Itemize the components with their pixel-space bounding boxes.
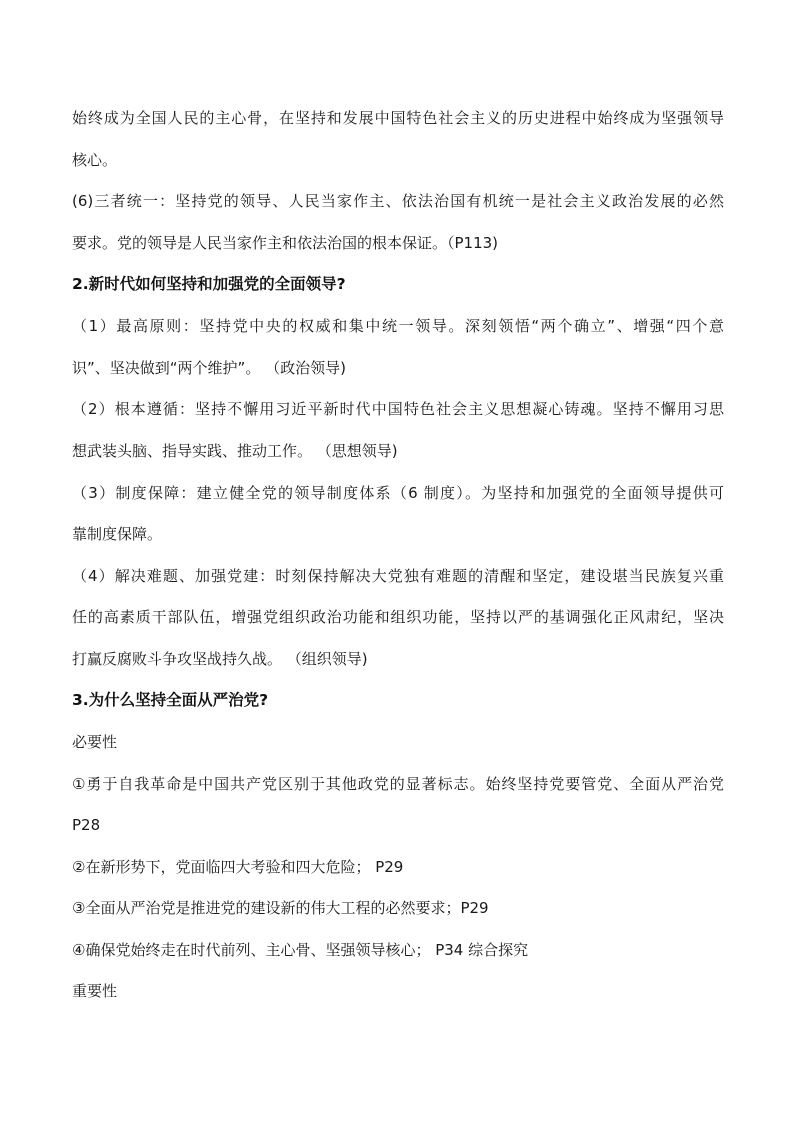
list-item: ①勇于自我革命是中国共产党区别于其他政党的显著标志。始终坚持党要管党、全面从严治党: [72, 775, 724, 793]
paragraph-line: (6)三者统一：坚持党的领导、人民当家作主、依法治国有机统一是社会主义政治发展的必然: [72, 192, 724, 210]
paragraph-line: 核心。: [72, 151, 118, 169]
subheading-importance: 重要性: [72, 982, 118, 1000]
paragraph-line: 打赢反腐败斗争攻坚战持久战。 （组织领导): [72, 650, 368, 668]
paragraph-line: 始终成为全国人民的主心骨，在坚持和发展中国特色社会主义的历史进程中始终成为坚强领导: [72, 109, 724, 127]
paragraph-line: 识”、坚决做到“两个维护”。 （政治领导): [72, 359, 346, 377]
list-item: ④确保党始终走在时代前列、主心骨、坚强领导核心； P34 综合探究: [72, 941, 529, 959]
paragraph-line: （4）解决难题、加强党建：时刻保持解决大党独有难题的清醒和坚定，建设堪当民族复兴重: [72, 567, 724, 585]
page-reference: P28: [72, 816, 101, 834]
paragraph-line: 靠制度保障。: [72, 525, 163, 543]
paragraph-line: （3）制度保障：建立健全党的领导制度体系（6 制度）。为坚持和加强党的全面领导提供可: [72, 484, 724, 502]
section-heading: 2.新时代如何坚持和加强党的全面领导?: [72, 275, 346, 293]
paragraph-line: 想武装头脑、指导实践、推动工作。 （思想领导): [72, 442, 398, 460]
section-heading: 3.为什么坚持全面从严治党?: [72, 691, 269, 709]
paragraph-line: （1）最高原则：坚持党中央的权威和集中统一领导。深刻领悟“两个确立”、增强“四个意: [72, 317, 724, 335]
subheading-necessity: 必要性: [72, 733, 118, 751]
list-item: ②在新形势下，党面临四大考验和四大危险； P29: [72, 858, 404, 876]
paragraph-line: 任的高素质干部队伍，增强党组织政治功能和组织功能，坚持以严的基调强化正风肃纪，坚决: [72, 608, 724, 626]
paragraph-line: （2）根本遵循：坚持不懈用习近平新时代中国特色社会主义思想凝心铸魂。坚持不懈用习思: [72, 400, 724, 418]
list-item: ③全面从严治党是推进党的建设新的伟大工程的必然要求；P29: [72, 899, 489, 917]
paragraph-line: 要求。党的领导是人民当家作主和依法治国的根本保证。（P113): [72, 234, 499, 252]
